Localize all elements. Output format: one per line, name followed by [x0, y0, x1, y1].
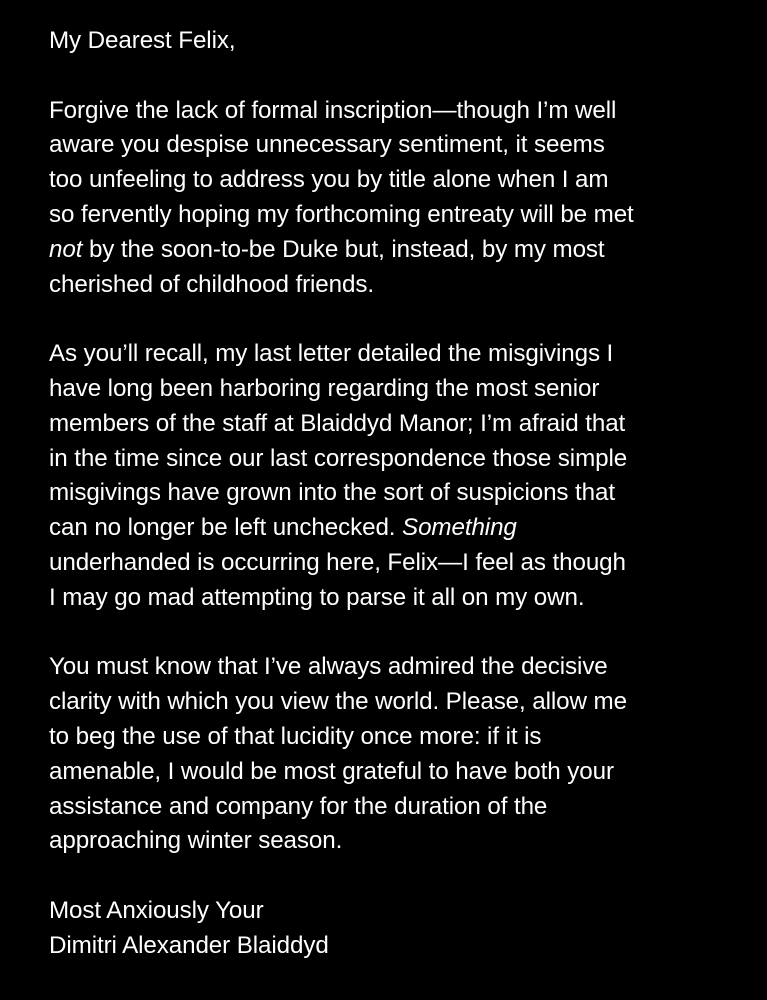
paragraph-gap [49, 616, 749, 651]
paragraph-2 [49, 337, 749, 615]
letter-body [49, 24, 749, 964]
paragraph-2-line-6-start: can no longer be left unchecked. [49, 514, 403, 542]
paragraph-2-line-2: have long been harboring regarding the most senior [49, 374, 600, 402]
paragraph-3-line-2: clarity with which you view the world. Please, allow me [49, 688, 627, 716]
paragraph-1 [49, 94, 749, 303]
paragraph-gap [49, 59, 749, 94]
paragraph-1-line-2: aware you despise unnecessary sentiment, it seems [49, 131, 605, 159]
paragraph-2-line-7: underhanded is occurring here, Felix—I feel as though [49, 548, 626, 576]
paragraph-3-line-3: to beg the use of that lucidity once more: if it is [49, 722, 542, 750]
paragraph-3-line-4: amenable, I would be most grateful to have both your [49, 757, 614, 785]
paragraph-2-line-4: in the time since our last correspondence those simple [49, 444, 628, 472]
paragraph-3-line-6: approaching winter season. [49, 827, 343, 855]
paragraph-3-line-1: You must know that I’ve always admired the decisive [49, 653, 608, 681]
paragraph-1-line-3: too unfeeling to address you by title alone when I am [49, 166, 609, 194]
closing: Most Anxiously Your [49, 896, 264, 924]
paragraph-1-line-5-rest: by the soon-to-be Duke but, instead, by my most [82, 235, 605, 263]
italic-not: not [49, 235, 83, 263]
italic-something: Something [402, 514, 517, 542]
paragraph-2-line-5: misgivings have grown into the sort of suspicions that [49, 479, 615, 507]
signature: Dimitri Alexander Blaiddyd [49, 931, 329, 959]
paragraph-1-line-4: so fervently hoping my forthcoming entreaty will be met [49, 200, 634, 228]
paragraph-1-line-1: Forgive the lack of formal inscription—though I’m well [49, 96, 617, 124]
paragraph-1-line-5 [49, 233, 749, 268]
paragraph-3-line-5: assistance and company for the duration of the [49, 792, 548, 820]
paragraph-1-line-6: cherished of childhood friends. [49, 270, 374, 298]
paragraph-gap [49, 302, 749, 337]
paragraph-2-line-6 [49, 511, 749, 546]
paragraph-2-line-3: members of the staff at Blaiddyd Manor; I’m afraid that [49, 409, 626, 437]
paragraph-gap [49, 859, 749, 894]
paragraph-3 [49, 650, 749, 859]
paragraph-2-line-1: As you’ll recall, my last letter detailed the misgivings I [49, 340, 614, 368]
paragraph-2-line-8: I may go mad attempting to parse it all on my own. [49, 583, 585, 611]
salutation: My Dearest Felix, [49, 27, 236, 54]
